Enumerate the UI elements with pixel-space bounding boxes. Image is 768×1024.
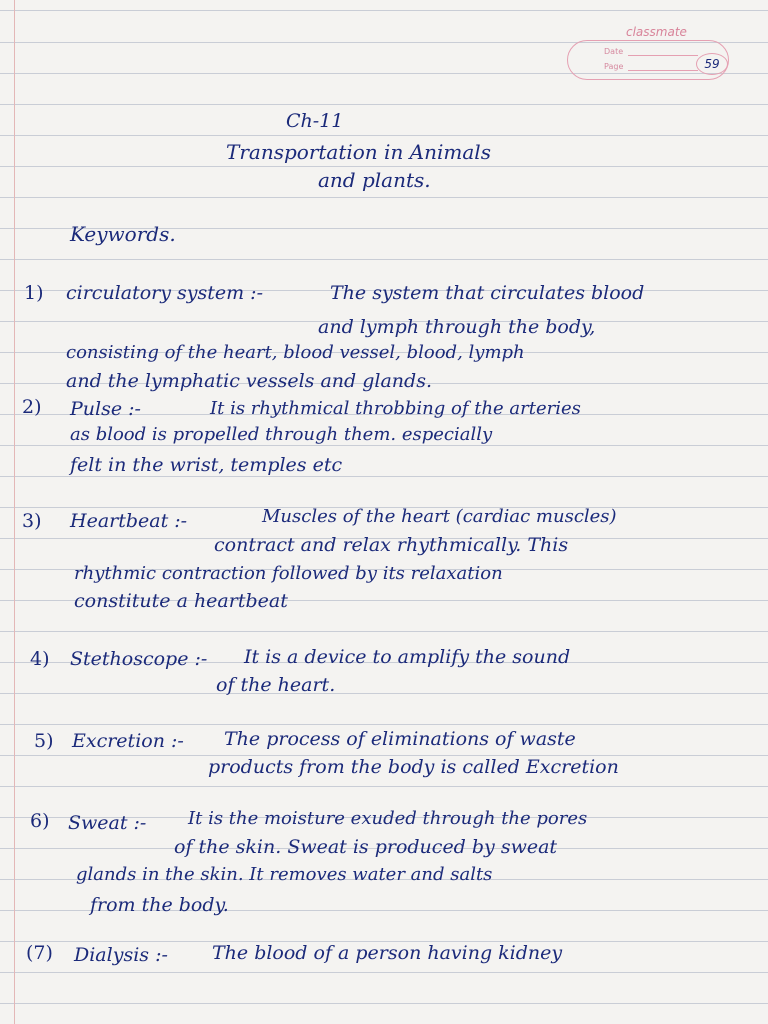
item-number: 6): [30, 810, 50, 832]
definition-line: It is a device to amplify the sound: [244, 646, 571, 668]
definition-line: and the lymphatic vessels and glands.: [66, 370, 432, 392]
item-term: Pulse :-: [70, 398, 141, 420]
item-number: 3): [22, 510, 42, 532]
item-term: Sweat :-: [68, 812, 147, 834]
definition-line: Muscles of the heart (cardiac muscles): [262, 506, 617, 527]
item-term: Excretion :-: [72, 730, 184, 752]
item-term: Dialysis :-: [74, 944, 168, 966]
definition-line: It is the moisture exuded through the pores: [188, 808, 588, 829]
page-number: 59: [696, 53, 728, 75]
definition-line: The system that circulates blood: [330, 282, 645, 304]
page-label: Page: [604, 62, 624, 71]
item-number: 1): [24, 282, 44, 304]
definition-line: The process of eliminations of waste: [224, 728, 576, 750]
brand-label: classmate: [626, 25, 687, 39]
chapter-label: Ch-11: [286, 110, 344, 132]
item-number: 2): [22, 396, 42, 418]
definition-line: and lymph through the body,: [318, 316, 596, 338]
item-term: Heartbeat :-: [70, 510, 188, 532]
definition-line: of the heart.: [216, 674, 336, 696]
definition-line: glands in the skin. It removes water and salts: [76, 864, 493, 885]
definition-line: It is rhythmical throbbing of the arteries: [210, 398, 581, 419]
definition-line: constitute a heartbeat: [74, 590, 288, 612]
item-number: 5): [34, 730, 54, 752]
date-line: [628, 55, 698, 56]
definition-line: products from the body is called Excretion: [208, 756, 619, 778]
item-number: (7): [26, 942, 53, 964]
keywords-label: Keywords.: [70, 222, 176, 246]
definition-line: of the skin. Sweat is produced by sweat: [174, 836, 558, 858]
margin-line: [14, 0, 15, 1024]
item-term: circulatory system :-: [66, 282, 264, 304]
definition-line: contract and relax rhythmically. This: [214, 534, 569, 556]
page-title-line-1: Transportation in Animals: [226, 140, 491, 164]
definition-line: felt in the wrist, temples etc: [70, 454, 343, 476]
date-label: Date: [604, 47, 624, 56]
page-title-line-2: and plants.: [318, 168, 431, 192]
definition-line: rhythmic contraction followed by its relaxation: [74, 563, 503, 584]
definition-line: consisting of the heart, blood vessel, blood, lymph: [66, 342, 525, 363]
definition-line: The blood of a person having kidney: [212, 942, 563, 964]
page-line: [628, 70, 698, 71]
definition-line: as blood is propelled through them. especially: [70, 424, 493, 445]
item-term: Stethoscope :-: [70, 648, 208, 670]
definition-line: from the body.: [90, 894, 229, 916]
item-number: 4): [30, 648, 50, 670]
